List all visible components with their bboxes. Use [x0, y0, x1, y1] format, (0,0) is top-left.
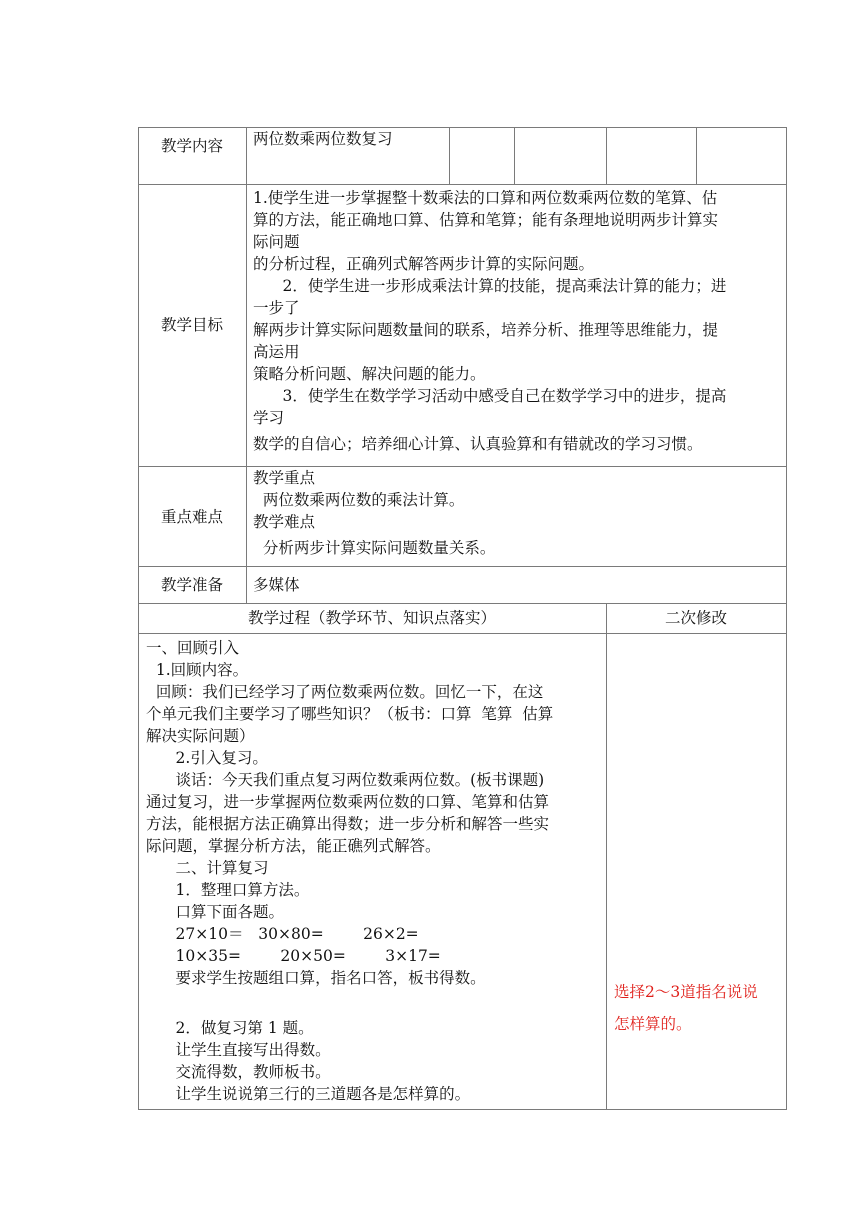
- table-col-divider: [449, 127, 450, 184]
- table-row-divider: [138, 184, 787, 185]
- table-col-divider: [514, 127, 515, 184]
- process-line: 让学生说说第三行的三道题各是怎样算的。: [146, 1085, 471, 1103]
- keypoints-label: 重点难点: [160, 508, 223, 526]
- process-line: 一、回顾引入: [146, 639, 240, 657]
- prep-label: 教学准备: [160, 576, 223, 594]
- table-col-divider: [606, 603, 607, 1110]
- keypoints-line: 两位数乘两位数的乘法计算。: [253, 491, 465, 509]
- table-border-right: [786, 127, 787, 1110]
- keypoints-heading: 教学重点: [253, 469, 316, 487]
- process-line: 二、计算复习: [146, 859, 269, 877]
- process-line: 1.回顾内容。: [146, 661, 249, 679]
- keypoints-heading: 教学难点: [253, 513, 316, 531]
- process-line: 让学生直接写出得数。: [146, 1041, 331, 1059]
- table-border-top: [138, 127, 787, 128]
- revision-line: 选择2～3道指名说说: [614, 983, 758, 1001]
- table-row-divider: [138, 633, 787, 634]
- table-col-divider: [696, 127, 697, 184]
- process-line: 1．整理口算方法。: [146, 881, 310, 899]
- process-line: 2．做复习第 1 题。: [146, 1019, 314, 1037]
- objectives-line: 高运用: [253, 343, 300, 361]
- objectives-line: 数学的自信心；培养细心计算、认真验算和有错就改的学习习惯。: [253, 435, 703, 453]
- objectives-line: 1.使学生进一步掌握整十数乘法的口算和两位数乘两位数的笔算、估: [253, 189, 718, 207]
- objectives-line: 一步了: [253, 299, 300, 317]
- process-line: 回顾：我们已经学习了两位数乘两位数。回忆一下，在这: [146, 683, 544, 701]
- table-col-divider: [246, 127, 247, 603]
- table-row-divider: [138, 566, 787, 567]
- process-line: 口算下面各题。: [146, 903, 285, 921]
- keypoints-line: 分析两步计算实际问题数量关系。: [253, 539, 496, 557]
- process-line: 2.引入复习。: [146, 749, 268, 767]
- objectives-line: 学习: [253, 409, 285, 427]
- process-line: 通过复习，进一步掌握两位数乘两位数的口算、笔算和估算: [146, 793, 550, 811]
- process-line: 27×10＝ 30×80= 26×2=: [146, 925, 419, 943]
- table-col-divider: [606, 127, 607, 184]
- process-line: 方法，能根据方法正确算出得数；进一步分析和解答一些实: [146, 815, 550, 833]
- table-border-bottom: [138, 1109, 787, 1110]
- prep-value: 多媒体: [253, 576, 300, 594]
- process-line: 谈话：今天我们重点复习两位数乘两位数。(板书课题): [146, 771, 545, 789]
- process-header: 教学过程（教学环节、知识点落实）: [247, 609, 496, 627]
- objectives-line: 2．使学生进一步形成乘法计算的技能，提高乘法计算的能力；进: [253, 277, 727, 295]
- content-label: 教学内容: [160, 137, 223, 155]
- objectives-line: 际问题: [253, 233, 300, 251]
- revision-header: 二次修改: [664, 609, 727, 627]
- objectives-line: 算的方法，能正确地口算、估算和笔算；能有条理地说明两步计算实: [253, 211, 719, 229]
- objectives-line: 策略分析问题、解决问题的能力。: [253, 365, 486, 383]
- process-line: 际问题，掌握分析方法，能正礁列式解答。: [146, 837, 441, 855]
- process-line: 要求学生按题组口算，指名口答，板书得数。: [146, 969, 486, 987]
- table-row-divider: [138, 466, 787, 467]
- objectives-line: 的分析过程，正确列式解答两步计算的实际问题。: [253, 255, 595, 273]
- objectives-line: 3．使学生在数学学习活动中感受自己在数学学习中的进步，提高: [253, 387, 727, 405]
- table-row-divider: [138, 603, 787, 604]
- objectives-line: 解两步计算实际问题数量间的联系，培养分析、推理等思维能力，提: [253, 321, 719, 339]
- content-value: 两位数乘两位数复习: [253, 130, 393, 148]
- process-line: 交流得数，教师板书。: [146, 1063, 331, 1081]
- revision-line: 怎样算的。: [614, 1015, 692, 1033]
- objectives-label: 教学目标: [160, 316, 223, 334]
- process-line: 10×35= 20×50= 3×17=: [146, 947, 441, 965]
- process-line: 解决实际问题）: [146, 727, 255, 745]
- process-line: 个单元我们主要学习了哪些知识？（板书：口算 笔算 估算: [146, 705, 554, 723]
